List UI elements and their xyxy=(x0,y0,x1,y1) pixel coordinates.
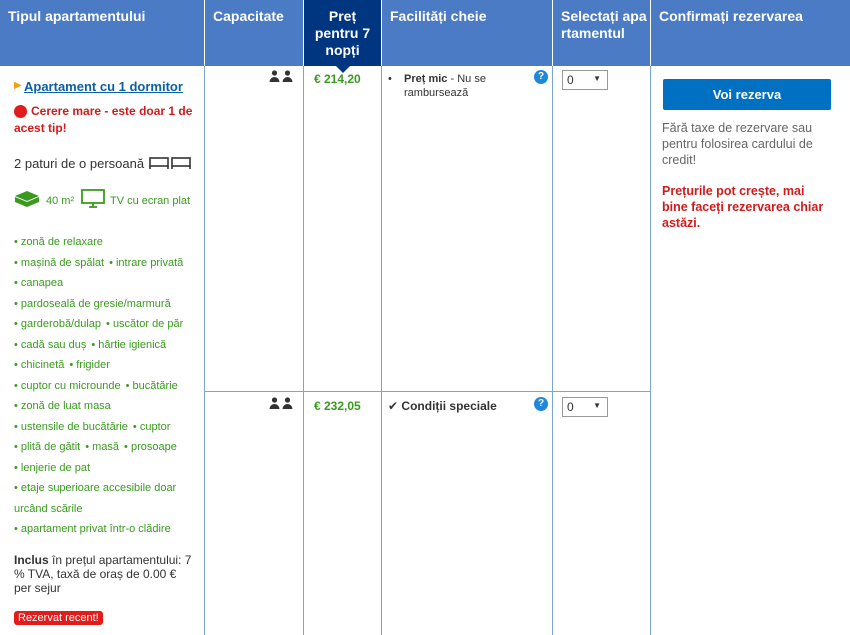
header-select: Selectați apartamentul xyxy=(553,0,650,66)
beds-text: 2 paturi de o persoană xyxy=(14,156,145,171)
room-size: 40 m² xyxy=(46,195,75,207)
facility-row xyxy=(14,277,63,289)
header-capacity: Capacitate xyxy=(205,0,303,66)
facility-item: • plită de gătit xyxy=(14,441,81,453)
tv-text: TV cu ecran plat xyxy=(110,195,191,207)
included-taxes: Inclus în prețul apartamentului: 7 % TVA, taxă de oraș de 0.00 € per sejur xyxy=(14,553,192,595)
facility-item: • prosoape xyxy=(124,441,177,453)
two-persons-icon xyxy=(269,397,293,412)
column-divider xyxy=(381,66,382,635)
facility-item: • cuptor cu microunde xyxy=(14,379,121,392)
facility-item: • ustensile de bucătărie xyxy=(14,420,128,433)
facility-item: • cadă sau duș xyxy=(14,338,87,351)
header-confirm: Confirmați rezervarea xyxy=(651,0,850,66)
facility-item: urcând scările xyxy=(14,502,83,515)
option-2-price: € 232,05 xyxy=(314,399,361,413)
facility-item: • masă xyxy=(85,441,120,453)
bed-icon xyxy=(149,156,191,175)
facility-item: • bucătărie xyxy=(125,379,178,392)
option-1-facility: • Preț mic - Nu se rambursează xyxy=(388,73,486,99)
help-icon[interactable]: ? xyxy=(534,397,548,411)
facility-row xyxy=(14,257,183,269)
facility-item: • lenjerie de pat xyxy=(14,461,91,474)
facility-item: • chicinetă xyxy=(14,359,65,371)
option-2-facility: ✔ Condiții speciale xyxy=(388,399,497,413)
facility-row xyxy=(14,380,178,392)
header-facilities: Facilități cheie xyxy=(382,0,552,66)
facility-item: • uscător de păr xyxy=(106,318,184,330)
facility-row xyxy=(14,236,103,248)
column-divider xyxy=(650,66,651,635)
facility-row xyxy=(14,482,176,494)
facility-item: • zonă de luat masa xyxy=(14,400,111,412)
facility-row xyxy=(14,318,183,330)
facility-row xyxy=(14,421,170,433)
facility-item: • hârtie igienică xyxy=(91,338,167,351)
high-demand-text: Cerere mare - este doar 1 de acest tip! xyxy=(14,104,193,135)
facility-item: • canapea xyxy=(14,277,64,289)
option-1-price: € 214,20 xyxy=(314,72,361,86)
tv-icon xyxy=(81,189,105,214)
no-fees-text: Fără taxe de rezervare sau pentru folosirea cardului de credit! xyxy=(662,121,813,167)
facility-item: • cuptor xyxy=(132,420,171,433)
price-warning-text: Prețurile pot crește, mai bine faceți rezervarea chiar astăzi. xyxy=(662,184,824,230)
facility-row xyxy=(14,298,171,310)
header-room-type: Tipul apartamentului xyxy=(0,0,204,66)
facility-row xyxy=(14,400,111,412)
facility-row xyxy=(14,523,171,535)
facility-item: • apartament privat într-o clădire xyxy=(14,523,171,535)
row-divider xyxy=(204,391,650,392)
facility-row xyxy=(14,339,166,351)
facility-item: • zonă de relaxare xyxy=(14,236,103,248)
header-price: Preț pentru 7 nopți xyxy=(304,0,381,66)
help-icon[interactable]: ? xyxy=(534,70,548,84)
facility-item: • pardoseală de gresie/marmură xyxy=(14,297,171,310)
column-divider xyxy=(552,66,553,635)
facility-row xyxy=(14,359,110,371)
facility-item: • frigider xyxy=(69,359,110,371)
checkmark-icon: ✔ xyxy=(388,399,399,413)
facility-row xyxy=(14,462,90,474)
facility-item: • garderobă/dulap xyxy=(14,318,102,330)
facility-item: • intrare privată xyxy=(109,256,184,269)
facility-row xyxy=(14,441,177,453)
room-name-link[interactable]: Apartament cu 1 dormitor xyxy=(24,79,183,94)
expand-arrow-icon: ▶ xyxy=(14,80,22,91)
facility-item: • mașină de spălat xyxy=(14,256,105,269)
book-button[interactable]: Voi rezerva xyxy=(663,79,831,110)
two-persons-icon xyxy=(269,70,293,85)
option-1-quantity-select[interactable]: 0 ▼ xyxy=(562,70,608,90)
column-divider xyxy=(204,66,205,635)
room-size-icon xyxy=(14,190,40,213)
recent-booking-badge: Rezervat recent! xyxy=(14,611,103,625)
column-divider xyxy=(303,66,304,635)
option-2-quantity-select[interactable]: 0 ▼ xyxy=(562,397,608,417)
facility-row xyxy=(14,503,82,515)
facility-item: • etaje superioare accesibile doar xyxy=(14,482,177,494)
